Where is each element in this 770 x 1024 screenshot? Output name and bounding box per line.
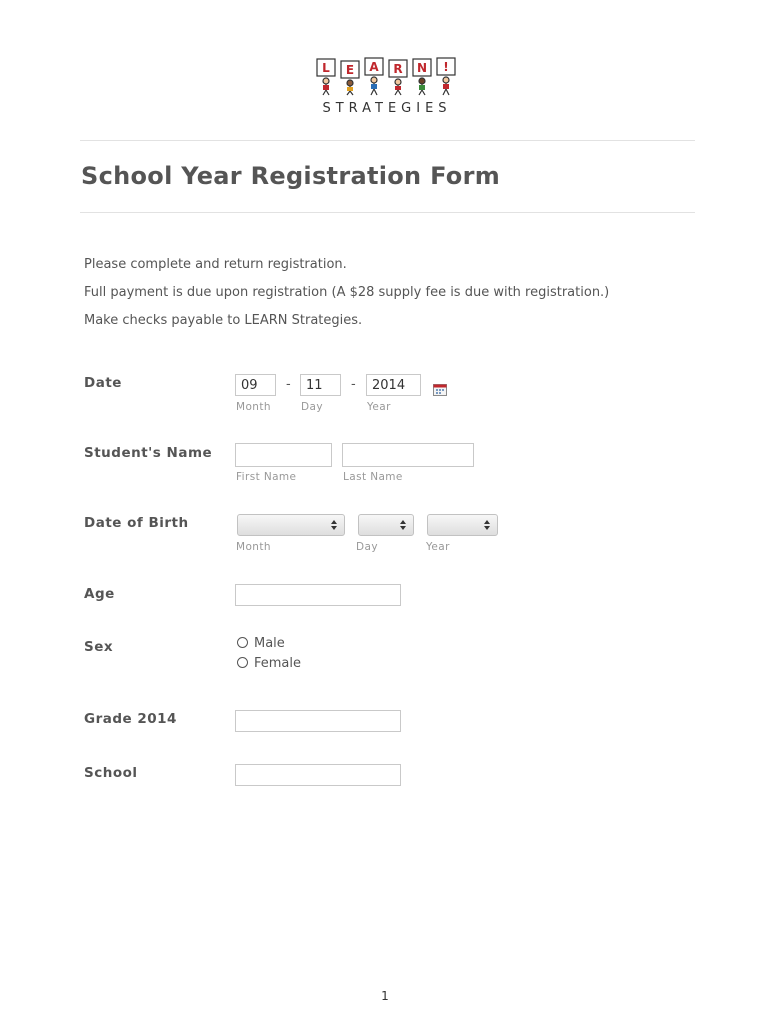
date-of-birth-label: Date of Birth	[84, 515, 189, 531]
sex-option-male[interactable]	[237, 636, 285, 651]
date-separator: -	[286, 377, 291, 392]
dob-day-select[interactable]	[358, 514, 414, 536]
sex-label: Sex	[84, 639, 114, 655]
date-year-input[interactable]: 2014	[366, 374, 421, 396]
sex-option-female[interactable]	[237, 656, 301, 671]
logo-letter: A	[369, 60, 379, 74]
date-label: Date	[84, 375, 122, 391]
school-input[interactable]	[235, 764, 401, 786]
date-year-sublabel: Year	[367, 401, 391, 413]
logo-letter: R	[393, 62, 403, 76]
divider	[80, 140, 695, 141]
age-label: Age	[84, 586, 115, 602]
logo-letter: N	[416, 61, 428, 75]
last-name-input[interactable]	[342, 443, 474, 467]
date-day-input[interactable]: 11	[300, 374, 341, 396]
logo-letter: E	[345, 63, 355, 77]
page-number: 1	[381, 989, 389, 1003]
dob-day-sublabel: Day	[356, 541, 378, 553]
form-title: School Year Registration Form	[81, 162, 501, 190]
logo-letter: !	[443, 60, 449, 74]
sex-option-label: Male	[254, 636, 285, 651]
dob-year-sublabel: Year	[426, 541, 450, 553]
sex-option-label: Female	[254, 656, 302, 671]
age-input[interactable]	[235, 584, 401, 606]
intro-line: Make checks payable to LEARN Strategies.	[84, 313, 363, 328]
grade-input[interactable]	[235, 710, 401, 732]
grade-label: Grade 2014	[84, 711, 177, 727]
dob-month-select[interactable]	[237, 514, 345, 536]
divider	[80, 212, 695, 213]
date-day-sublabel: Day	[301, 401, 323, 413]
select-arrows-icon	[399, 518, 407, 532]
radio-button[interactable]	[237, 637, 248, 648]
radio-button[interactable]	[237, 657, 248, 668]
select-arrows-icon	[483, 518, 491, 532]
first-name-sublabel: First Name	[236, 471, 297, 483]
school-label: School	[84, 765, 138, 781]
dob-month-sublabel: Month	[236, 541, 271, 553]
date-month-sublabel: Month	[236, 401, 271, 413]
intro-line: Please complete and return registration.	[84, 257, 347, 272]
select-arrows-icon	[330, 518, 338, 532]
logo-kids-signs-graphic	[314, 56, 460, 96]
logo-letter: L	[322, 61, 330, 75]
last-name-sublabel: Last Name	[343, 471, 403, 483]
student-name-label: Student's Name	[84, 445, 213, 461]
first-name-input[interactable]	[235, 443, 332, 467]
date-month-input[interactable]: 09	[235, 374, 276, 396]
calendar-icon[interactable]	[433, 383, 447, 396]
logo-strategies-text: STRATEGIES	[322, 101, 452, 116]
intro-line: Full payment is due upon registration (A $28 supply fee is due with registration.)	[84, 285, 610, 300]
date-separator: -	[351, 377, 356, 392]
dob-year-select[interactable]	[427, 514, 498, 536]
